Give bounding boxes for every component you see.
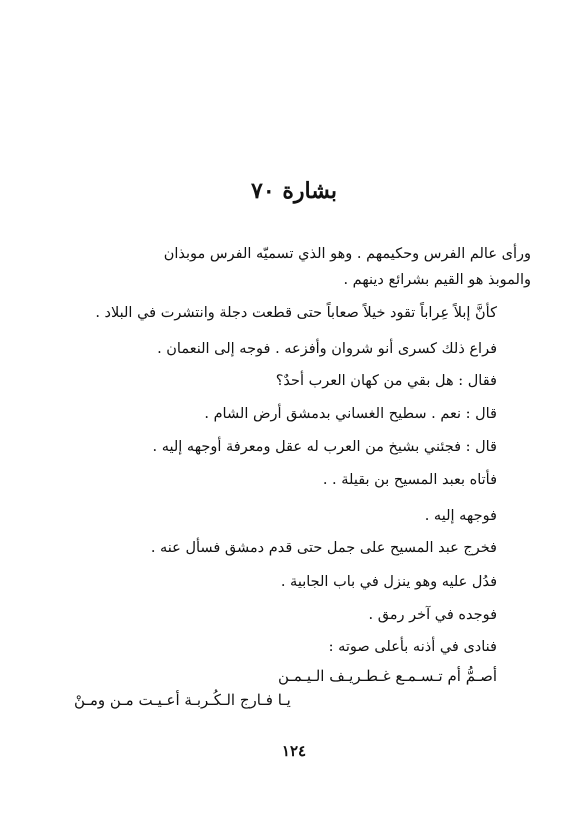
text-line: قال : فجئني بشيخ من العرب له عقل ومعرفة أوجهه إليه . [152, 439, 497, 455]
text-line: فوجهه إليه . [424, 508, 497, 524]
text-line: فأتاه بعبد المسيح بن بقيلة . . [322, 472, 497, 488]
paragraph-line: والموبذ هو القيم بشرائع دينهم . [343, 272, 531, 288]
text-line: فراع ذلك كسرى أنو شروان وأفزعه . فوجه إلى النعمان . [157, 341, 497, 357]
chapter-title: بشارة ٧٠ [251, 178, 337, 204]
text-line: فوجده في آخر رمق . [368, 607, 497, 623]
page-number: ١٢٤ [281, 742, 307, 760]
text-line: فدُل عليه وهو ينزل في باب الجابية . [280, 574, 497, 590]
paragraph-line: ورأى عالم الفرس وحكيمهم . وهو الذي تسميّه الفرس موبذان [163, 246, 531, 262]
verse-line: أصـمُّ أم تـسـمـع غـطـريـف الـيـمـن [277, 667, 497, 685]
text-line: فخرج عبد المسيح على جمل حتى قدم دمشق فسأل عنه . [150, 540, 497, 556]
text-line: فقال : هل بقي من كهان العرب أحدٌ؟ [275, 373, 497, 389]
text-line: فنادى في أذنه بأعلى صوته : [328, 639, 497, 655]
verse-line: يـا فـارج الـكُـربـة أعـيـت مـن ومـنْ [74, 691, 291, 709]
text-line: كأنَّ إبلاً عِراباً تقود خيلاً صعاباً حتى قطعت دجلة وانتشرت في البلاد . [95, 305, 497, 321]
text-line: قال : نعم . سطيح الغساني بدمشق أرض الشام . [204, 406, 497, 422]
